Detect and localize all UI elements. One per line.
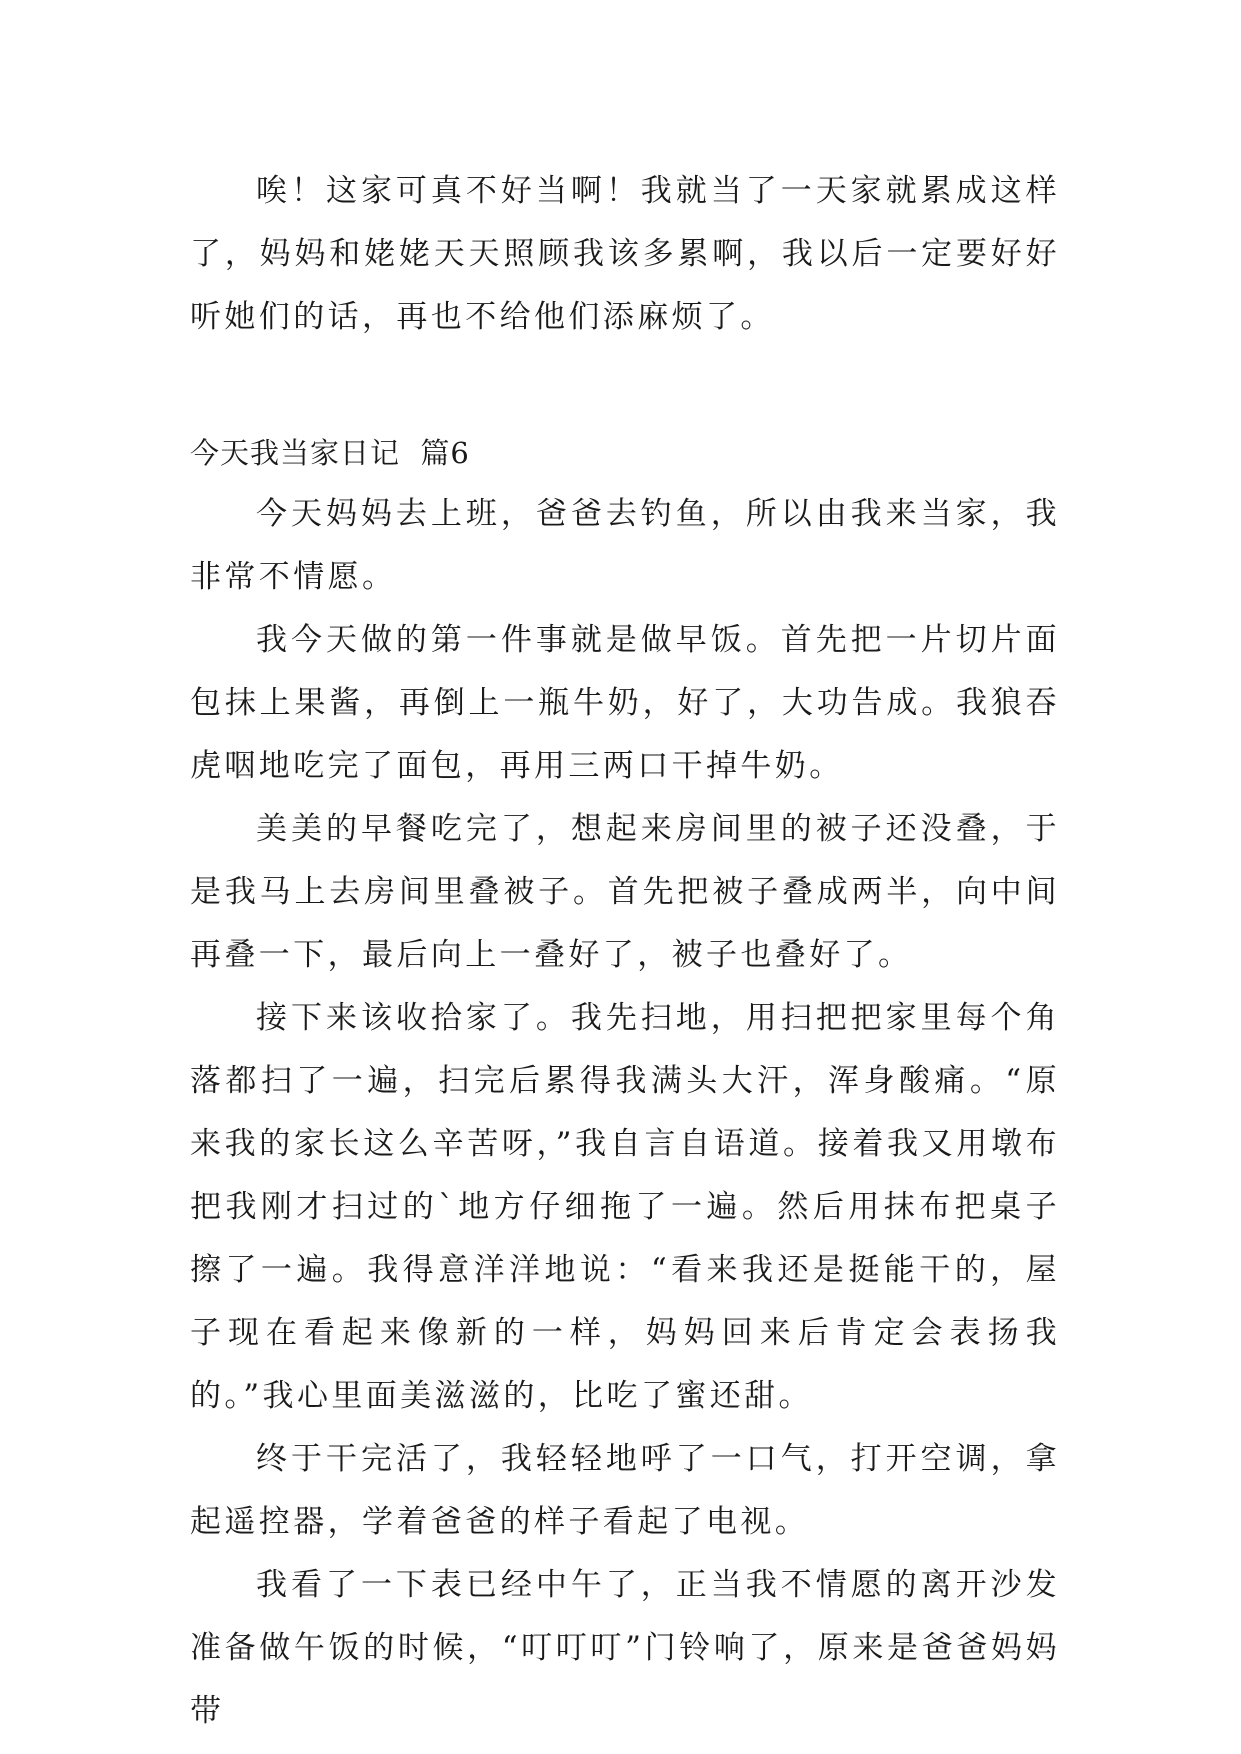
paragraph-3: 美美的早餐吃完了，想起来房间里的被子还没叠，于是我马上去房间里叠被子。首先把被子叠成两半，向中间再叠一下，最后向上一叠好了，被子也叠好了。 xyxy=(190,811,1060,973)
closing-paragraph: 唉！这家可真不好当啊！我就当了一天家就累成这样了，妈妈和姥姥天天照顾我该多累啊，我以后一定要好好听她们的话，再也不给他们添麻烦了。 xyxy=(190,173,1060,335)
section-title: 今天我当家日记 篇6 xyxy=(190,436,470,470)
paragraph-4: 接下来该收拾家了。我先扫地，用扫把把家里每个角落都扫了一遍，扫完后累得我满头大汗，浑身酸痛。“原来我的家长这么辛苦呀，”我自言自语道。接着我又用墩布把我刚才扫过的`地方仔细拖了一遍。然后用抹布把桌子擦了一遍。我得意洋洋地说：“看来我还是挺能干的，屋子现在看起来像新的一样，妈妈回来后肯定会表扬我的。”我心里面美滋滋的，比吃了蜜还甜。 xyxy=(190,1000,1060,1414)
paragraph-5: 终于干完活了，我轻轻地呼了一口气，打开空调，拿起遥控器，学着爸爸的样子看起了电视。 xyxy=(190,1441,1060,1540)
paragraph-1: 今天妈妈去上班，爸爸去钓鱼，所以由我来当家，我非常不情愿。 xyxy=(190,496,1060,595)
document-page xyxy=(190,160,1060,1743)
paragraph-6: 我看了一下表已经中午了，正当我不情愿的离开沙发准备做午饭的时候，“叮叮叮”门铃响了，原来是爸爸妈妈带 xyxy=(190,1567,1060,1729)
section-gap xyxy=(190,349,1060,423)
paragraph-2: 我今天做的第一件事就是做早饭。首先把一片切片面包抹上果酱，再倒上一瓶牛奶，好了，大功告成。我狼吞虎咽地吃完了面包，再用三两口干掉牛奶。 xyxy=(190,622,1060,784)
